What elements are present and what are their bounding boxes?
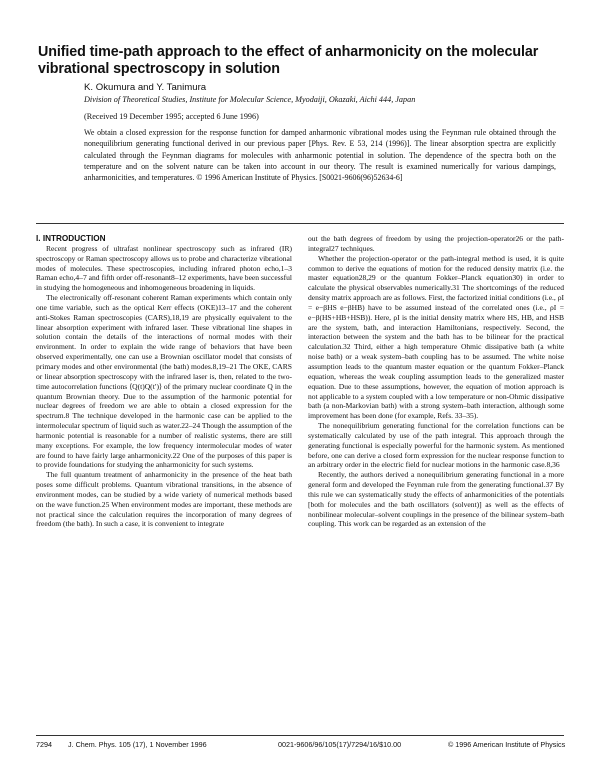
paragraph: out the bath degrees of freedom by using the projection-operator26 or the path-integral27 techniques. bbox=[308, 234, 564, 253]
left-column bbox=[36, 234, 292, 529]
paragraph: The nonequilibrium generating functional for the correlation functions can be systematically calculated by use of the path integral. This approach through the generating functional is especially powerful for the harmonic system. As mentioned before, one can derive a closed form expression for the nuclear response function to an arbitrary order in the electric field for nuclear motions in the harmonic case.8,36 bbox=[308, 421, 564, 470]
journal-citation: J. Chem. Phys. 105 (17), 1 November 1996 bbox=[68, 740, 207, 749]
paragraph: The full quantum treatment of anharmonicity in the presence of the heat bath poses some difficult problems. Quantum vibrational transitions, in the absence of environment modes, can be studied by a wide variety of numerical methods based on the wave function.25 When environment modes are important, these methods are not practical since the calculation requires the incorporation of many degrees of freedom (the bath). In such a case, it is convenient to integrate bbox=[36, 470, 292, 529]
copyright: © 1996 American Institute of Physics bbox=[448, 740, 566, 749]
page-number: 7294 bbox=[36, 740, 52, 749]
article-code: 0021-9606/96/105(17)/7294/16/$10.00 bbox=[278, 740, 402, 749]
paragraph: Recent progress of ultrafast nonlinear spectroscopy such as infrared (IR) spectroscopy or Raman spectroscopy allows us to probe and characterize vibrational modes of molecules. These spectroscopies, including infrared photon echo,1–3 Raman echo,4–7 and fifth order off-resonant8–12 experiments, have been successful in studying the homogeneous and inhomogeneous broadening in liquids. bbox=[36, 243, 292, 293]
right-column bbox=[308, 234, 564, 529]
paper-title: Unified time-path approach to the effect of anharmonicity on the molecular vibrational spectroscopy in solution bbox=[38, 44, 539, 77]
received-dates: (Received 19 December 1995; accepted 6 June 1996) bbox=[84, 112, 259, 121]
section-heading: I. INTRODUCTION bbox=[36, 234, 106, 243]
abstract: We obtain a closed expression for the response function for damped anharmonic vibrational modes using the Feynman rule obtained through the nonequilibrium generating functional derived in our previous paper [Phys. Rev. E 53, 214 (1996)]. The linear absorption spectra are explicitly calculated through the Feynman diagrams for molecules with anharmonic potential in solution. The dependence of the spectra both on the temperature and on the solvent nature can be taken into account in our theory. The result is examined numerically for various dampings, anharmonicities, and temperatures. © 1996 American Institute of Physics. [S0021-9606(96)52634-6] bbox=[84, 128, 556, 183]
divider bbox=[36, 223, 564, 224]
paragraph: The electronically off-resonant coherent Raman experiments which contain only one time variable, such as the optical Kerr effects (OKE)13–17 and the coherent anti-Stokes Raman spectroscopies (CARS),18,19 are physically equivalent to the linear absorption experiment with infrared laser. These vibrational line shapes in solution contain the details of the interactions of normal modes with their environment. In order to explain the wide range of behaviors that have been observed experimentally, one can use a Brownian oscillator model that consists of primary modes and other environmental (the bath) modes.8,19–21 The OKE, CARS or linear absorption spectroscopy with the infrared laser is, then, related to the two-time autocorrelation functions ⟨Q(t)Q(t′)⟩ of the primary nuclear coordinate Q in the quantum Brownian theory. Due to the assumption of the harmonic potential for nuclear degrees of freedom we are able to obtain a closed expression for the spectrum.8 The technique developed in the harmonic case can be applied to the intermolecular spectrum of liquid such as water.22–24 Though the assumption of the harmonic potential is reasonable for a number of realistic systems, there are still many exceptions. For example, the low frequency intermolecular modes of water are found to have fairly large anharmonicity.22 One of the purposes of this paper is to provide foundations for studying the anharmonicity for such systems. bbox=[36, 293, 292, 470]
footer-divider bbox=[36, 735, 564, 736]
paragraph: Recently, the authors derived a nonequilibrium generating functional in a more general form and developed the Feynman rule from the generating functional.37 By this rule we can systematically study the effects of anharmonicities of the potentials [both for molecules and the bath oscillators (solvent)] as well as the effects of nonbilinear molecular–solvent couplings in the presence of the bilinear system–bath coupling. This work can be regarded as an extension of the bbox=[308, 470, 564, 529]
affiliation: Division of Theoretical Studies, Institute for Molecular Science, Myodaiji, Okazaki, Aichi 444, Japan bbox=[84, 95, 416, 104]
paragraph: Whether the projection-operator or the path-integral method is used, it is quite common to derive the equations of motion for the reduced density matrix (i.e. the master equation28,29 or the quantum Fokker–Planck equation30) in order to calculate the physical observables numerically.31 The shortcomings of the reduced density matrix approach are as follows. First, the factorized initial conditions (i.e., ρI = e−βHS e−βHB) have to be assumed instead of the correlated ones (i.e., ρI = e−β(HS+HB+HSB)). Here, ρI is the initial density matrix where HS, HB, and HSB are the system, bath, and interaction Hamiltonians, respectively. Second, the interaction between the system and the bath has to be bilinear for the practical calculation.32 Third, either a high temperature Ohmic dissipative bath (a white noise bath) or a weak system–bath coupling has to be assumed. The white noise assumption leads to the quantum master equation or the quantum Fokker–Planck equation, whereas the weak coupling assumption leads to the generalized master equation. Due to these assumptions, however, the equation of motion approach is not applicable to a system coupled with a low temperature or non-Ohmic dissipative bath (a non-Markovian bath) with a strong system–bath interaction, although some improvement has been done (for example, Refs. 33–35). bbox=[308, 253, 564, 421]
authors: K. Okumura and Y. Tanimura bbox=[84, 82, 207, 93]
footer bbox=[36, 740, 564, 749]
